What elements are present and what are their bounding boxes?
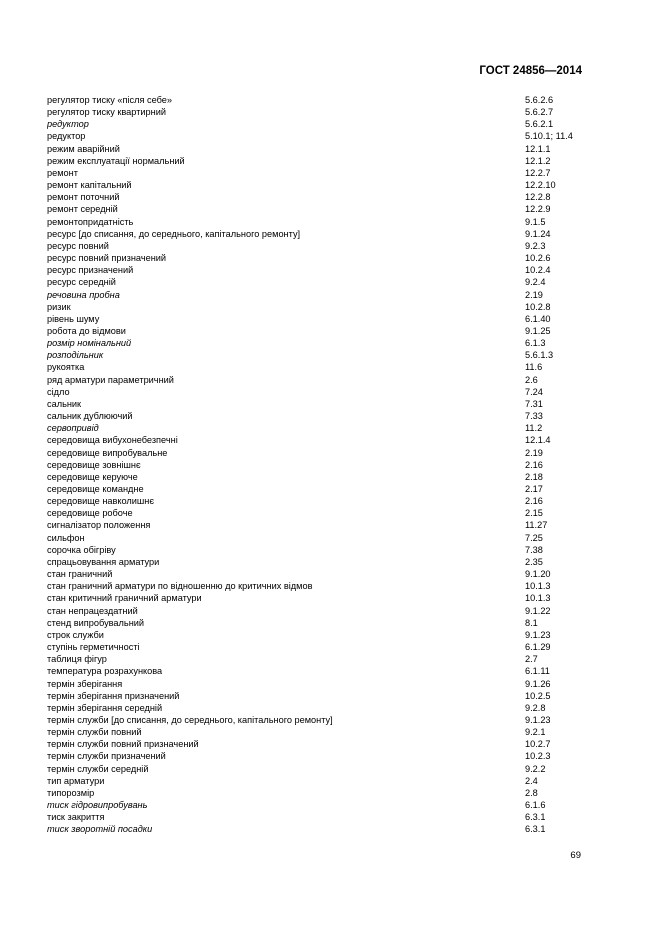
index-term: ступінь герметичності: [47, 642, 140, 653]
index-entry: [47, 629, 607, 641]
index-term: середовище командне: [47, 484, 144, 494]
index-entry: [47, 106, 607, 118]
index-term: стан непрацездатний: [47, 605, 138, 616]
index-entry: [47, 787, 607, 799]
index-term: ресурс призначений: [47, 265, 134, 276]
index-entry: [47, 763, 607, 775]
index-reference: 12.2.7: [525, 167, 551, 178]
index-reference: 12.2.10: [525, 180, 556, 191]
index-entry: [47, 252, 607, 264]
index-entry: [47, 714, 607, 726]
index-reference: 10.2.7: [525, 739, 551, 750]
index-reference: 6.1.29: [525, 642, 551, 653]
index-entry: [47, 507, 607, 519]
index-entry: [47, 410, 607, 422]
index-entry: [47, 532, 607, 544]
index-reference: 12.1.4: [525, 435, 551, 446]
index-reference: 6.1.11: [525, 666, 550, 677]
index-reference: 11.6: [525, 362, 543, 373]
index-entry: [47, 653, 607, 665]
index-term: термін служби повний: [47, 727, 142, 738]
index-term: стан граничний: [47, 569, 113, 580]
index-entry: [47, 325, 607, 337]
index-reference: 9.2.8: [525, 702, 546, 713]
index-reference: 6.1.6: [525, 800, 546, 811]
index-entry: [47, 605, 607, 617]
index-reference: 9.1.25: [525, 325, 551, 336]
index-entry: [47, 678, 607, 690]
index-reference: 10.1.3: [525, 581, 551, 592]
index-reference: 9.2.4: [525, 277, 546, 288]
index-reference: 10.2.5: [525, 690, 551, 701]
index-reference: 12.1.2: [525, 155, 551, 166]
index-term: тиск гідровипробувань: [47, 800, 148, 811]
index-term: ремонт поточний: [47, 192, 120, 203]
index-term: термін служби [до списання, до середнього, капітального ремонту]: [47, 714, 333, 725]
index-entry: [47, 519, 607, 531]
index-reference: 9.2.1: [525, 727, 546, 738]
index-term: сальник: [47, 398, 82, 409]
index-reference: 10.2.3: [525, 751, 551, 762]
index-entry: [47, 690, 607, 702]
index-reference: 9.2.3: [525, 240, 546, 251]
index-reference: 11.2: [525, 423, 543, 434]
index-entry: [47, 337, 607, 349]
index-entry: [47, 155, 607, 167]
index-entry: [47, 264, 607, 276]
index-term: ремонтопридатність: [47, 216, 134, 227]
index-reference: 9.1.5: [525, 216, 546, 227]
index-term: рівень шуму: [47, 313, 100, 324]
index-term: стан граничний арматури по відношенню до критичних відмов: [47, 581, 313, 592]
index-reference: 9.1.23: [525, 629, 551, 640]
index-term: термін зберігання: [47, 678, 123, 689]
index-term: режим експлуатації нормальний: [47, 155, 185, 166]
index-reference: 7.33: [525, 411, 543, 422]
index-term: термін служби середній: [47, 763, 149, 774]
index-reference: 9.1.20: [525, 569, 551, 580]
index-reference: 7.25: [525, 532, 543, 543]
index-reference: 10.2.4: [525, 265, 551, 276]
index-term: режим аварійний: [47, 143, 120, 154]
index-term: температура розрахункова: [47, 666, 163, 677]
index-term: ресурс середній: [47, 277, 116, 288]
index-reference: 9.1.24: [525, 228, 551, 239]
index-entry: [47, 130, 607, 142]
index-entry: [47, 641, 607, 653]
index-term: тиск зворотній посадки: [47, 824, 153, 835]
index-entry: [47, 775, 607, 787]
index-term: сигналізатор положення: [47, 520, 151, 531]
index-term: регулятор тиску «після себе»: [47, 95, 172, 105]
index-reference: 2.6: [525, 374, 538, 385]
index-entry: [47, 811, 607, 823]
index-term: середовище керуюче: [47, 471, 138, 482]
index-term: строк служби: [47, 629, 104, 640]
index-entry: [47, 459, 607, 471]
index-reference: 6.3.1: [525, 812, 546, 823]
index-reference: 12.2.8: [525, 192, 551, 203]
page-footer: [0, 850, 581, 861]
index-reference: 9.2.2: [525, 763, 546, 774]
index-entry: [47, 750, 607, 762]
index-term: редуктор: [47, 131, 86, 142]
index-reference: 5.6.1.3: [525, 350, 554, 361]
index-reference: 2.19: [525, 447, 543, 458]
index-term: термін зберігання призначений: [47, 690, 180, 701]
index-reference: 2.19: [525, 289, 543, 300]
index-reference: 10.2.8: [525, 301, 551, 312]
index-term: сервопривід: [47, 423, 99, 434]
term-index-list: [47, 94, 607, 836]
document-header: [0, 65, 582, 77]
index-reference: 6.1.40: [525, 313, 551, 324]
index-entry: [47, 665, 607, 677]
index-reference: 5.6.2.6: [525, 95, 554, 105]
index-entry: [47, 544, 607, 556]
index-entry: [47, 556, 607, 568]
index-entry: [47, 702, 607, 714]
index-reference: 2.18: [525, 471, 543, 482]
index-reference: 12.1.1: [525, 143, 551, 154]
index-entry: [47, 738, 607, 750]
index-term: регулятор тиску квартирний: [47, 107, 166, 118]
index-term: термін служби повний призначений: [47, 739, 199, 750]
index-reference: 5.10.1; 11.4: [525, 131, 573, 142]
index-entry: [47, 167, 607, 179]
index-entry: [47, 726, 607, 738]
index-term: ряд арматури параметричний: [47, 374, 174, 385]
index-term: таблиця фігур: [47, 654, 107, 665]
index-reference: 6.3.1: [525, 824, 546, 835]
index-term: ресурс повний призначений: [47, 253, 167, 264]
index-term: ресурс [до списання, до середнього, капітального ремонту]: [47, 228, 301, 239]
index-reference: 2.16: [525, 496, 543, 507]
index-reference: 2.15: [525, 508, 543, 519]
index-entry: [47, 799, 607, 811]
index-term: термін служби призначений: [47, 751, 166, 762]
index-entry: [47, 447, 607, 459]
index-term: сильфон: [47, 532, 85, 543]
index-entry: [47, 471, 607, 483]
index-entry: [47, 398, 607, 410]
index-term: робота до відмови: [47, 325, 126, 336]
index-entry: [47, 143, 607, 155]
index-entry: [47, 216, 607, 228]
index-entry: [47, 240, 607, 252]
index-reference: 2.17: [525, 484, 543, 494]
index-reference: 9.1.22: [525, 605, 551, 616]
index-term: ремонт капітальний: [47, 180, 132, 191]
index-entry: [47, 228, 607, 240]
index-entry: [47, 568, 607, 580]
index-term: розмір номінальний: [47, 338, 132, 349]
index-entry: [47, 580, 607, 592]
index-entry: [47, 422, 607, 434]
index-reference: 2.4: [525, 775, 538, 786]
index-entry: [47, 349, 607, 361]
index-reference: 7.38: [525, 544, 543, 555]
index-reference: 2.35: [525, 556, 543, 567]
index-entry: [47, 434, 607, 446]
index-reference: 2.8: [525, 787, 538, 798]
index-entry: [47, 592, 607, 604]
index-term: речовина пробна: [47, 289, 120, 300]
index-reference: 2.7: [525, 654, 538, 665]
index-term: середовища вибухонебезпечні: [47, 435, 178, 446]
index-term: середовище випробувальне: [47, 447, 168, 458]
index-entry: [47, 203, 607, 215]
index-term: ремонт: [47, 167, 78, 178]
index-entry: [47, 823, 607, 835]
index-term: середовище зовнішнє: [47, 459, 141, 470]
index-entry: [47, 118, 607, 130]
page-number: 69: [570, 850, 581, 861]
index-term: типорозмір: [47, 787, 95, 798]
index-term: сорочка обігріву: [47, 544, 116, 555]
index-reference: 7.31: [525, 398, 543, 409]
index-reference: 2.16: [525, 459, 543, 470]
index-reference: 9.1.26: [525, 678, 551, 689]
index-term: сідло: [47, 386, 70, 397]
index-entry: [47, 179, 607, 191]
index-term: середовище навколишнє: [47, 496, 155, 507]
index-reference: 12.2.9: [525, 204, 551, 215]
index-reference: 9.1.23: [525, 714, 551, 725]
index-term: розподільник: [47, 350, 104, 361]
index-reference: 7.24: [525, 386, 543, 397]
index-term: сальник дублюючий: [47, 411, 133, 422]
index-entry: [47, 617, 607, 629]
index-term: спрацьовування арматури: [47, 556, 160, 567]
index-entry: [47, 361, 607, 373]
index-reference: 8.1: [525, 617, 538, 628]
index-term: рукоятка: [47, 362, 85, 373]
index-reference: 5.6.2.7: [525, 107, 554, 118]
index-reference: 10.1.3: [525, 593, 551, 604]
index-reference: 5.6.2.1: [525, 119, 554, 130]
index-entry: [47, 386, 607, 398]
index-entry: [47, 94, 607, 106]
index-entry: [47, 483, 607, 495]
index-entry: [47, 301, 607, 313]
index-term: термін зберігання середній: [47, 702, 163, 713]
index-reference: 6.1.3: [525, 338, 546, 349]
index-reference: 10.2.6: [525, 253, 551, 264]
index-term: тип арматури: [47, 775, 105, 786]
index-entry: [47, 374, 607, 386]
index-term: редуктор: [47, 119, 89, 130]
index-term: ресурс повний: [47, 240, 109, 251]
index-term: середовище робоче: [47, 508, 133, 519]
index-entry: [47, 313, 607, 325]
index-term: ризик: [47, 301, 71, 312]
index-term: тиск закриття: [47, 812, 105, 823]
index-entry: [47, 495, 607, 507]
index-entry: [47, 191, 607, 203]
index-entry: [47, 289, 607, 301]
index-reference: 11.27: [525, 520, 548, 531]
document-id: ГОСТ 24856—2014: [479, 65, 582, 77]
index-entry: [47, 276, 607, 288]
index-term: стенд випробувальний: [47, 617, 145, 628]
index-term: стан критичний граничний арматури: [47, 593, 202, 604]
index-term: ремонт середній: [47, 204, 118, 215]
